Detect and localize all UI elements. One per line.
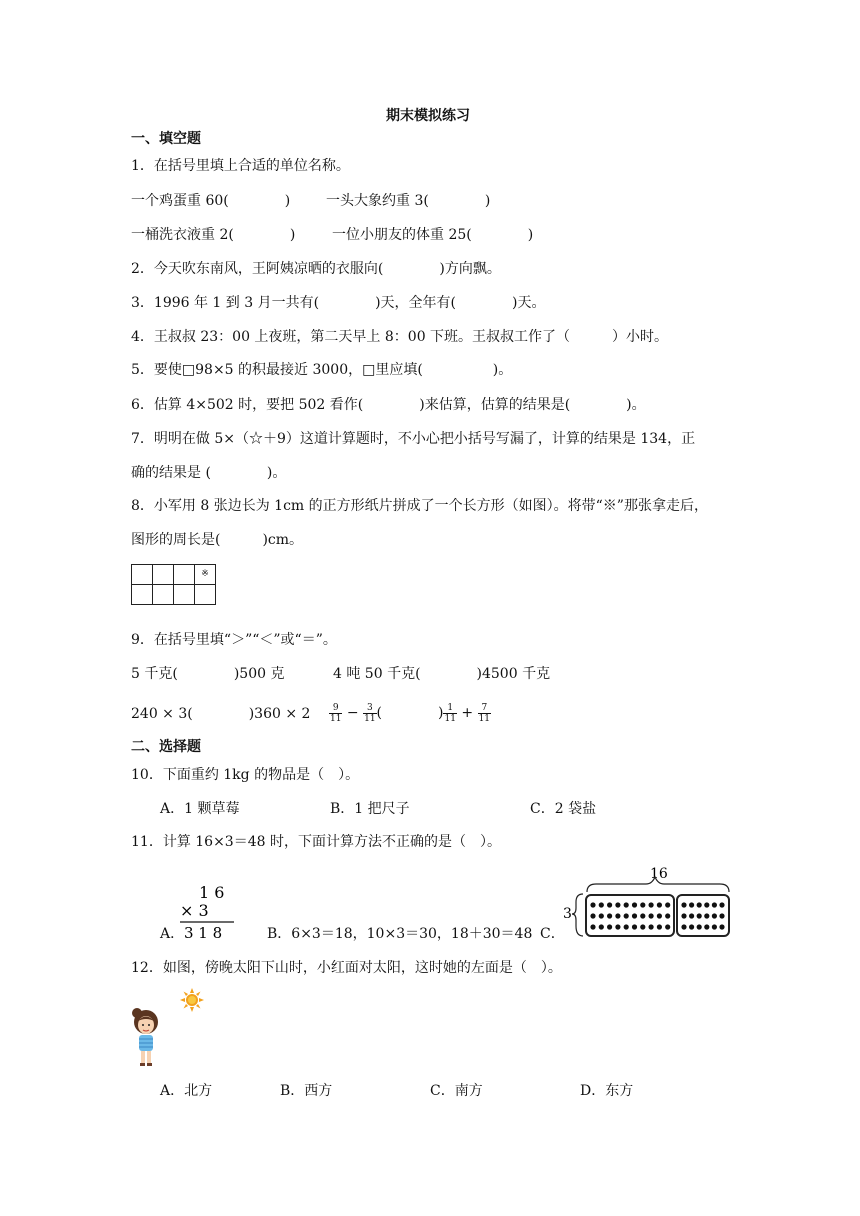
array-dot [689,924,694,929]
array-dot [719,913,724,918]
rectangle-grid-figure [131,564,216,605]
array-dot [632,913,637,918]
question-11-option-c-label: C． [540,926,565,942]
array-dot [632,924,637,929]
sun-icon [180,988,204,1012]
question-7-line-2: 确的结果是 ( )。 [131,465,287,481]
question-11-stem: 11．计算 16×3＝48 时，下面计算方法不正确的是（ ）。 [131,834,501,850]
question-11-option-a-label: A． [160,926,185,942]
array-dot [697,902,702,907]
question-12-option-c: C．南方 [430,1083,483,1099]
fraction: $\frac{7}{11}$ [478,702,491,724]
question-1-stem: 1．在括号里填上合适的单位名称。 [131,158,350,174]
grid-cell [153,585,174,605]
page-title: 期末模拟练习 [386,108,470,124]
girl-figure [128,1008,164,1068]
array-dot [607,924,612,929]
question-9-item-d: $\frac{9}{11}$ − $\frac{3}{11}$ ( ) $\frac{1}{11}$ + $\frac{7}{11}$ [330,702,491,724]
fraction: $\frac{3}{11}$ [364,702,376,724]
question-4: 4．王叔叔 23：00 上夜班，第二天早上 8：00 下班。王叔叔工作了（ ）小时。 [131,329,669,345]
array-dot [615,924,620,929]
array-dot [697,924,702,929]
grid-cell [174,565,195,585]
array-dot [624,913,629,918]
grid-cell-marked: ※ [195,565,216,585]
grid-cell [132,585,153,605]
array-dot [599,913,604,918]
section-heading-choice: 二、选择题 [131,739,201,755]
array-dot [615,913,620,918]
array-dot [590,924,595,929]
array-dot [657,913,662,918]
question-9-item-a: 5 千克( )500 克 [131,666,285,682]
question-2: 2．今天吹东南风，王阿姨凉晒的衣服向( )方向飘。 [131,261,501,277]
array-dot [649,902,654,907]
question-5: 5．要使□98×5 的积最接近 3000，□里应填( )。 [131,362,513,378]
array-dot [665,913,670,918]
question-1-item-c: 一桶洗衣液重 2( ) [131,227,296,243]
array-dot [719,902,724,907]
question-9-item-c: 240 × 3( )360 × 2 [131,706,311,722]
array-dot [657,924,662,929]
array-dot [657,902,662,907]
array-dot [599,902,604,907]
array-height-label: 3 [563,906,572,922]
array-dot [649,913,654,918]
fraction: $\frac{9}{11}$ [330,702,342,724]
question-1-item-b: 一头大象约重 3( ) [326,193,491,209]
array-width-label: 16 [650,866,668,882]
grid-cell [174,585,195,605]
array-dot [681,913,686,918]
array-dot [590,902,595,907]
array-dot [689,913,694,918]
array-dot [607,902,612,907]
array-dot [704,913,709,918]
array-dot [704,924,709,929]
array-dot [640,913,645,918]
section-heading-fill: 一、填空题 [131,131,201,147]
question-10-option-c: C．2 袋盐 [530,801,597,817]
grid-cell [132,565,153,585]
array-dot [712,902,717,907]
question-8-line-1: 8．小军用 8 张边长为 1cm 的正方形纸片拼成了一个长方形（如图）。将带“※”那张拿走后， [131,498,708,514]
array-dot [640,924,645,929]
product: 3 1 8 [184,924,223,942]
array-dot [689,902,694,907]
grid-cell [153,565,174,585]
question-12-stem: 12．如图，傍晚太阳下山时，小红面对太阳，这时她的左面是（ ）。 [131,960,562,976]
question-10-option-a: A．1 颗草莓 [160,801,240,817]
question-9-item-b: 4 吨 50 千克( )4500 千克 [333,666,551,682]
question-6: 6．估算 4×502 时，要把 502 看作( )来估算，估算的结果是( )。 [131,397,646,413]
array-dot [640,902,645,907]
question-1-item-a: 一个鸡蛋重 60( ) [131,193,291,209]
question-1-item-d: 一位小朋友的体重 25( ) [332,227,534,243]
array-dot [697,913,702,918]
array-dot [712,924,717,929]
question-8-line-2: 图形的周长是( )cm。 [131,532,304,548]
dot-array-figure [562,860,734,944]
question-3: 3．1996 年 1 到 3 月一共有( )天，全年有( )天。 [131,295,546,311]
array-dot [681,924,686,929]
array-dot [712,913,717,918]
array-dot [632,902,637,907]
array-dot [607,913,612,918]
array-dot [624,924,629,929]
array-dot [624,902,629,907]
question-12-option-b: B．西方 [280,1083,333,1099]
question-12-option-a: A．北方 [160,1083,213,1099]
question-7-line-1: 7．明明在做 5×（☆＋9）这道计算题时，不小心把小括号写漏了，计算的结果是 134，正 [131,431,696,447]
question-11-option-b: B．6×3＝18，10×3＝30，18＋30＝48 [267,926,533,942]
vertical-multiplication-figure [176,880,238,942]
array-dot [590,913,595,918]
array-dot [599,924,604,929]
array-side-brace [572,894,583,936]
grid-cell [195,585,216,605]
question-12-option-d: D．东方 [580,1083,634,1099]
array-dot [615,902,620,907]
array-dot [719,924,724,929]
array-dot [704,902,709,907]
fraction: $\frac{1}{11}$ [444,702,456,724]
array-dot [665,902,670,907]
question-10-option-b: B．1 把尺子 [330,801,410,817]
multiplier: × 3 [180,901,209,920]
question-9-stem: 9．在括号里填“＞”“＜”或“＝”。 [131,632,337,648]
question-10-stem: 10．下面重约 1kg 的物品是（ ）。 [131,767,360,783]
array-dot [665,924,670,929]
array-dot [649,924,654,929]
array-dot [681,902,686,907]
multiplicand: 1 6 [199,883,225,902]
